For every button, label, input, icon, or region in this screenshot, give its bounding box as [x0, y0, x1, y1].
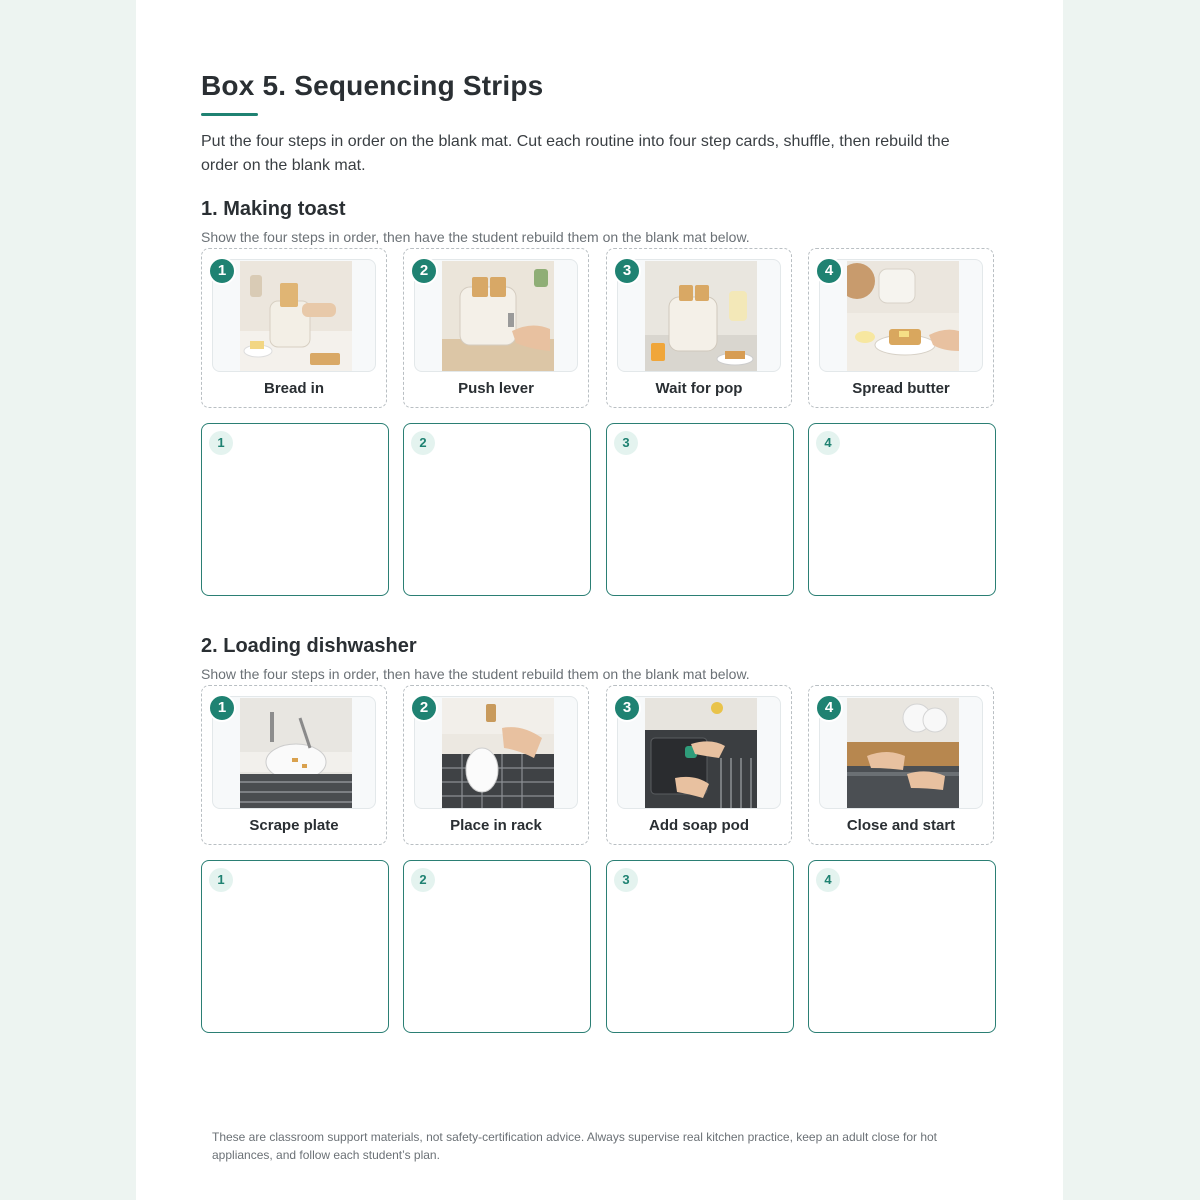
- photo-frame: [819, 259, 983, 372]
- mat-number-badge: 4: [816, 431, 840, 455]
- step-card-label: Bread in: [263, 380, 324, 397]
- step-card[interactable]: [201, 685, 387, 845]
- step-number-badge: 1: [208, 257, 236, 285]
- mat-number-badge: 3: [614, 431, 638, 455]
- blank-mat-slot[interactable]: [808, 860, 996, 1033]
- section-title: 2. Loading dishwasher: [201, 635, 417, 657]
- title-underline: [201, 113, 258, 116]
- photo-frame: [617, 696, 781, 809]
- step-number-badge: 3: [613, 694, 641, 722]
- step-card-label: Close and start: [846, 817, 956, 834]
- step-number-badge: 3: [613, 257, 641, 285]
- intro-text: Put the four steps in order on the blank mat. Cut each routine into four step cards, shuffle, then rebuild the order on the blank mat.: [201, 133, 950, 174]
- blank-mat-slot[interactable]: [201, 423, 389, 596]
- blank-mats: [201, 860, 998, 1035]
- photo-frame: [414, 259, 578, 372]
- blank-mat-slot[interactable]: [403, 860, 591, 1033]
- blank-mat-slot[interactable]: [606, 423, 794, 596]
- section-title: 1. Making toast: [201, 198, 346, 220]
- step-cards: [201, 248, 998, 410]
- step-card[interactable]: [808, 248, 994, 408]
- step-card-label: Spread butter: [852, 380, 950, 397]
- photo-frame: [617, 259, 781, 372]
- step-number-badge: 4: [815, 694, 843, 722]
- mat-number-badge: 1: [209, 431, 233, 455]
- section-subtitle: Show the four steps in order, then have the student rebuild them on the blank mat below.: [201, 666, 750, 682]
- step-card[interactable]: [808, 685, 994, 845]
- step-card[interactable]: [606, 248, 792, 408]
- toaster-push-lever-photo: [442, 261, 554, 372]
- toaster-wait-photo: [645, 261, 757, 372]
- blank-mat-slot[interactable]: [403, 423, 591, 596]
- step-number-badge: 2: [410, 257, 438, 285]
- step-number-badge: 2: [410, 694, 438, 722]
- step-card-label: Add soap pod: [649, 817, 749, 834]
- soap-pod-photo: [645, 698, 757, 809]
- mat-number-badge: 3: [614, 868, 638, 892]
- step-card-label: Scrape plate: [249, 817, 339, 834]
- photo-frame: [212, 696, 376, 809]
- blank-mat-slot[interactable]: [201, 860, 389, 1033]
- toast-butter-photo: [847, 261, 959, 372]
- photo-frame: [212, 259, 376, 372]
- page-title: Box 5. Sequencing Strips: [201, 70, 544, 101]
- mat-number-badge: 2: [411, 868, 435, 892]
- section-subtitle: Show the four steps in order, then have the student rebuild them on the blank mat below.: [201, 229, 750, 245]
- section-making-toast: [201, 198, 998, 558]
- close-dishwasher-photo: [847, 698, 959, 809]
- step-card[interactable]: [403, 685, 589, 845]
- photo-frame: [819, 696, 983, 809]
- toaster-bread-in-photo: [240, 261, 352, 372]
- mat-number-badge: 2: [411, 431, 435, 455]
- photo-frame: [414, 696, 578, 809]
- dish-rack-photo: [442, 698, 554, 809]
- step-number-badge: 1: [208, 694, 236, 722]
- step-card[interactable]: [403, 248, 589, 408]
- scrape-plate-photo: [240, 698, 352, 809]
- blank-mats: [201, 423, 998, 598]
- worksheet-page: [136, 0, 1063, 1200]
- footer-disclaimer: These are classroom support materials, not safety-certification advice. Always supervise real kitchen practice, keep an adult close for hot appliances, and follow each student’s plan.: [212, 1130, 938, 1162]
- section-loading-dishwasher: [201, 635, 998, 995]
- step-card-label: Push lever: [458, 380, 534, 397]
- mat-number-badge: 1: [209, 868, 233, 892]
- mat-number-badge: 4: [816, 868, 840, 892]
- blank-mat-slot[interactable]: [808, 423, 996, 596]
- step-card-label: Place in rack: [450, 817, 542, 834]
- step-number-badge: 4: [815, 257, 843, 285]
- step-card[interactable]: [606, 685, 792, 845]
- step-card[interactable]: [201, 248, 387, 408]
- blank-mat-slot[interactable]: [606, 860, 794, 1033]
- step-card-label: Wait for pop: [655, 380, 743, 397]
- step-cards: [201, 685, 998, 847]
